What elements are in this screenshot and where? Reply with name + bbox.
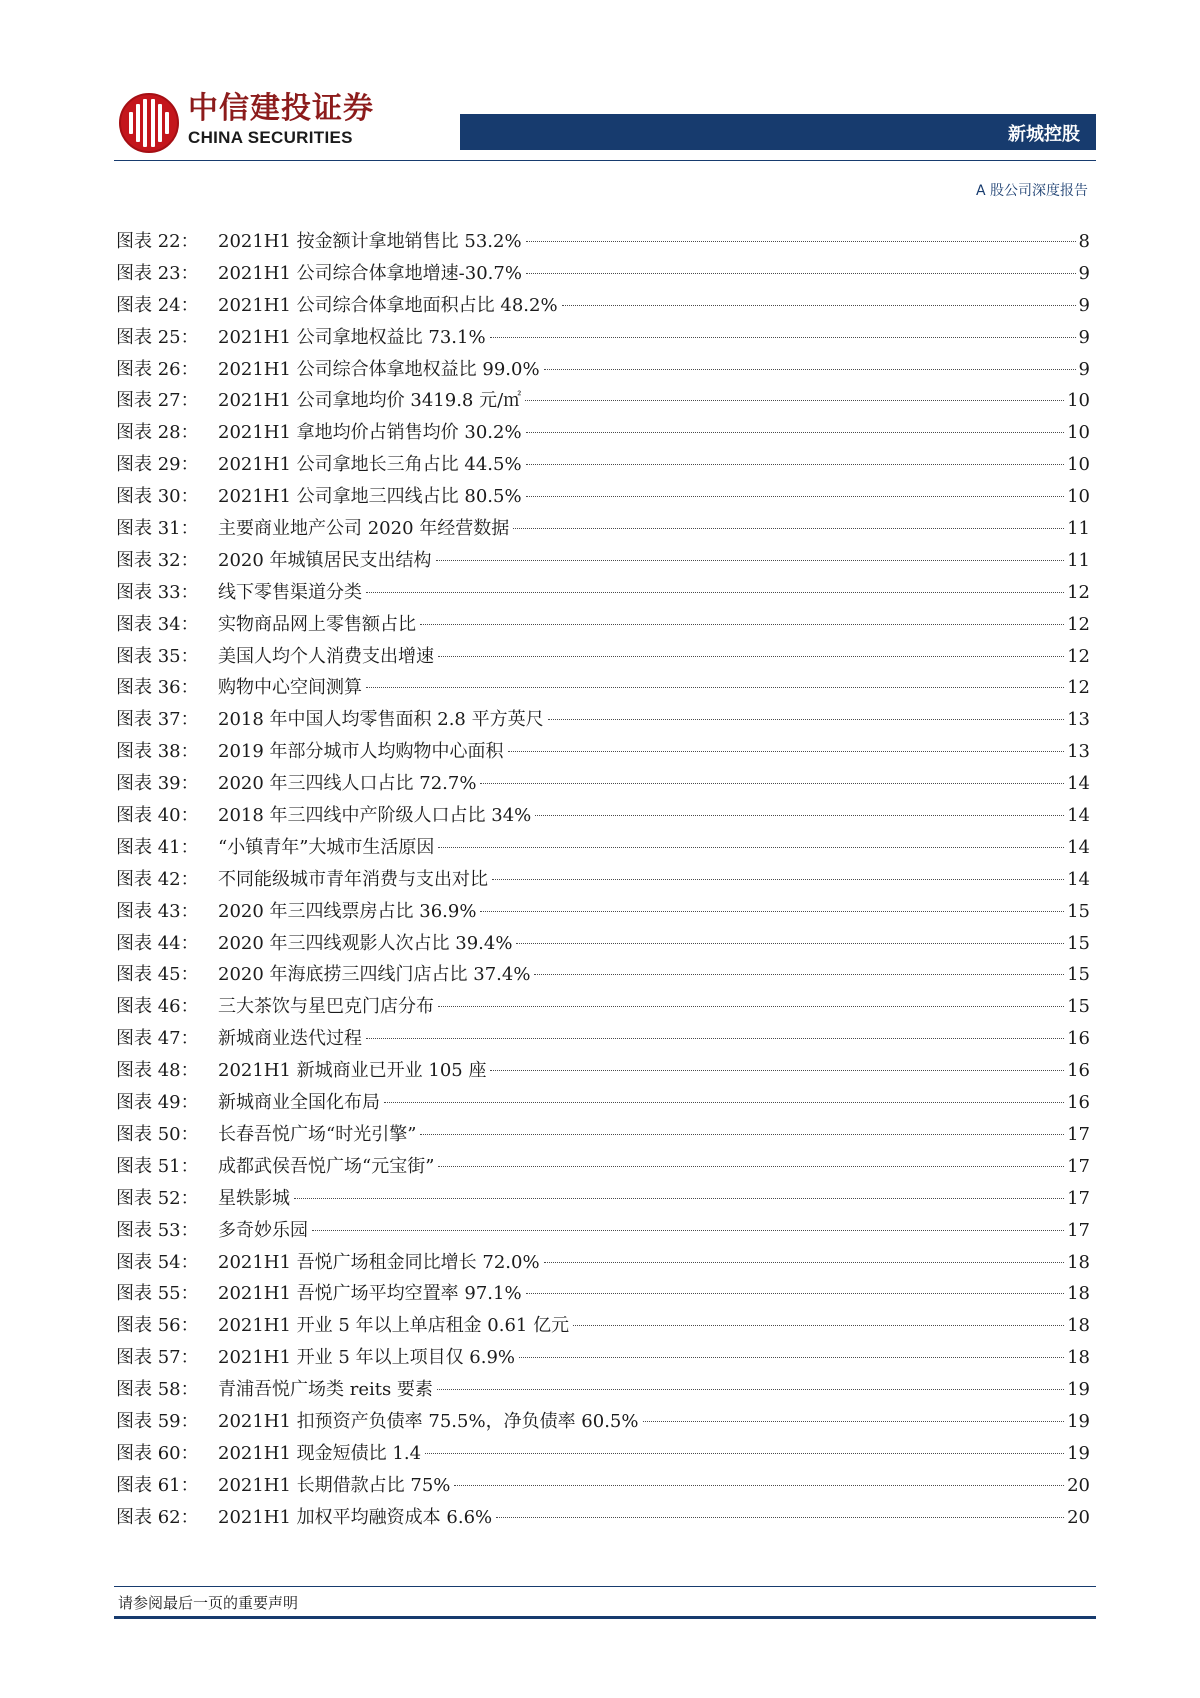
toc-entry-label: 图表 46： (116, 996, 199, 1018)
brand-name-chinese: 中信建投证券 (188, 91, 374, 126)
toc-entry-label: 图表 36： (116, 677, 199, 699)
toc-entry[interactable] (116, 768, 1090, 800)
toc-entry[interactable] (116, 1438, 1090, 1470)
toc-entry-page: 12 (1067, 613, 1090, 635)
toc-entry-label: 图表 22： (116, 231, 199, 252)
toc-entry-title: 2021H1 扣预资产负债率 75.5%，净负债率 60.5% (218, 1410, 639, 1432)
toc-entry-page: 14 (1067, 805, 1090, 827)
toc-entry[interactable] (116, 1310, 1090, 1342)
toc-dot-leader (544, 1262, 1065, 1263)
toc-dot-leader (544, 369, 1076, 370)
toc-entry[interactable] (116, 1087, 1090, 1119)
toc-entry-page: 10 (1067, 454, 1090, 476)
toc-dot-leader (294, 1198, 1064, 1199)
toc-dot-leader (496, 1517, 1064, 1518)
toc-entry[interactable] (116, 1215, 1090, 1247)
toc-entry[interactable] (116, 672, 1090, 704)
toc-entry[interactable] (116, 704, 1090, 736)
footer-bottom-bar (114, 1616, 1096, 1619)
toc-dot-leader (480, 783, 1064, 784)
toc-entry-title: 新城商业全国化布局 (218, 1092, 380, 1114)
toc-entry-title: 主要商业地产公司 2020 年经营数据 (218, 518, 510, 540)
toc-entry-label: 图表 47： (116, 1028, 199, 1050)
toc-dot-leader (490, 1070, 1064, 1071)
toc-entry-page: 14 (1067, 836, 1090, 858)
toc-entry-page: 20 (1067, 1474, 1090, 1496)
toc-entry[interactable] (116, 481, 1090, 513)
toc-entry[interactable] (116, 736, 1090, 768)
toc-entry-title: 长春吾悦广场“时光引擎” (218, 1123, 417, 1145)
toc-entry-page: 9 (1078, 326, 1090, 348)
toc-entry[interactable] (116, 1119, 1090, 1151)
brand-name (188, 92, 374, 148)
toc-entry-title: 新城商业迭代过程 (218, 1028, 362, 1050)
toc-entry[interactable] (116, 959, 1090, 991)
toc-entry[interactable] (116, 417, 1090, 449)
toc-dot-leader (436, 560, 1065, 561)
toc-entry-title: 2018 年三四线中产阶级人口占比 34% (218, 805, 532, 827)
toc-entry-page: 15 (1067, 900, 1090, 922)
toc-entry-page: 8 (1078, 231, 1090, 252)
toc-entry[interactable] (116, 545, 1090, 577)
toc-entry-title: 2021H1 吾悦广场平均空置率 97.1% (218, 1283, 522, 1305)
toc-entry-title: 2021H1 公司综合体拿地面积占比 48.2% (218, 294, 558, 316)
toc-dot-leader (492, 879, 1064, 880)
toc-entry-page: 19 (1067, 1442, 1090, 1464)
toc-entry-page: 10 (1067, 422, 1090, 444)
figure-list (116, 226, 1090, 1534)
toc-dot-leader (519, 1357, 1064, 1358)
toc-entry-label: 图表 58： (116, 1379, 199, 1401)
toc-entry-label: 图表 61： (116, 1474, 199, 1496)
toc-entry-title: 三大茶饮与星巴克门店分布 (218, 996, 434, 1018)
toc-entry-label: 图表 32： (116, 549, 199, 571)
toc-entry-label: 图表 42： (116, 868, 199, 890)
toc-entry-title: 2020 年海底捞三四线门店占比 37.4% (218, 964, 531, 986)
toc-entry-title: 2021H1 开业 5 年以上单店租金 0.61 亿元 (218, 1315, 570, 1337)
toc-entry-label: 图表 27： (116, 390, 199, 412)
toc-entry-label: 图表 39： (116, 773, 199, 795)
company-name: 新城控股 (1008, 124, 1080, 145)
toc-entry-page: 10 (1067, 486, 1090, 508)
toc-entry-label: 图表 30： (116, 486, 199, 508)
toc-entry-label: 图表 49： (116, 1092, 199, 1114)
toc-entry[interactable] (116, 1278, 1090, 1310)
toc-entry-label: 图表 51： (116, 1155, 199, 1177)
toc-entry-label: 图表 29： (116, 454, 199, 476)
toc-entry-label: 图表 44： (116, 932, 199, 954)
toc-entry-title: 2021H1 公司拿地均价 3419.8 元/㎡ (218, 390, 522, 412)
company-logo-icon (118, 92, 180, 154)
toc-dot-leader (438, 1166, 1064, 1167)
toc-entry-page: 11 (1067, 518, 1090, 540)
toc-entry[interactable] (116, 226, 1090, 258)
toc-dot-leader (438, 656, 1064, 657)
toc-entry-title: 2021H1 开业 5 年以上项目仅 6.9% (218, 1347, 516, 1369)
toc-entry-page: 16 (1067, 1092, 1090, 1114)
toc-entry-label: 图表 45： (116, 964, 199, 986)
toc-entry-title: 2020 年三四线票房占比 36.9% (218, 900, 477, 922)
toc-entry-page: 14 (1067, 868, 1090, 890)
footer-disclaimer: 请参阅最后一页的重要声明 (118, 1594, 299, 1612)
toc-entry-label: 图表 33： (116, 581, 199, 603)
toc-dot-leader (490, 337, 1076, 338)
toc-dot-leader (526, 464, 1065, 465)
toc-entry-label: 图表 26： (116, 358, 199, 380)
toc-entry[interactable] (116, 1183, 1090, 1215)
toc-entry-page: 14 (1067, 773, 1090, 795)
toc-entry-title: 2021H1 按金额计拿地销售比 53.2% (218, 231, 522, 252)
toc-dot-leader (366, 687, 1064, 688)
toc-entry-title: 2020 年三四线观影人次占比 39.4% (218, 932, 513, 954)
toc-dot-leader (526, 273, 1076, 274)
toc-entry-title: 2021H1 公司综合体拿地权益比 99.0% (218, 358, 540, 380)
toc-entry[interactable] (116, 290, 1090, 322)
toc-entry-title: 2021H1 公司拿地权益比 73.1% (218, 326, 486, 348)
toc-entry-page: 10 (1067, 390, 1090, 412)
toc-entry[interactable] (116, 1151, 1090, 1183)
toc-dot-leader (526, 1293, 1065, 1294)
toc-dot-leader (562, 305, 1076, 306)
toc-entry-label: 图表 57： (116, 1347, 199, 1369)
toc-dot-leader (516, 943, 1064, 944)
toc-entry-label: 图表 37： (116, 709, 199, 731)
toc-entry-label: 图表 28： (116, 422, 199, 444)
toc-dot-leader (420, 624, 1064, 625)
toc-entry-page: 11 (1067, 549, 1090, 571)
toc-entry-title: 线下零售渠道分类 (218, 581, 362, 603)
toc-entry[interactable] (116, 577, 1090, 609)
toc-dot-leader (526, 432, 1065, 433)
toc-entry-title: 2021H1 新城商业已开业 105 座 (218, 1060, 487, 1082)
toc-dot-leader (573, 1325, 1064, 1326)
toc-entry-page: 16 (1067, 1028, 1090, 1050)
toc-entry[interactable] (116, 1374, 1090, 1406)
toc-entry-page: 16 (1067, 1060, 1090, 1082)
toc-entry-label: 图表 54： (116, 1251, 199, 1273)
toc-entry-page: 17 (1067, 1123, 1090, 1145)
toc-entry-title: 青浦吾悦广场类 reits 要素 (218, 1379, 433, 1401)
toc-dot-leader (366, 592, 1064, 593)
toc-entry[interactable] (116, 258, 1090, 290)
toc-entry-label: 图表 34： (116, 613, 199, 635)
toc-entry-title: 2018 年中国人均零售面积 2.8 平方英尺 (218, 709, 544, 731)
toc-entry-label: 图表 59： (116, 1410, 199, 1432)
toc-entry-label: 图表 41： (116, 836, 199, 858)
toc-dot-leader (513, 528, 1064, 529)
toc-dot-leader (420, 1134, 1064, 1135)
toc-entry[interactable] (116, 991, 1090, 1023)
toc-entry-title: 实物商品网上零售额占比 (218, 613, 416, 635)
toc-entry-title: 2020 年城镇居民支出结构 (218, 549, 432, 571)
toc-dot-leader (480, 911, 1064, 912)
toc-entry[interactable] (116, 832, 1090, 864)
toc-entry-page: 13 (1067, 709, 1090, 731)
toc-entry[interactable] (116, 1247, 1090, 1279)
toc-entry[interactable] (116, 1406, 1090, 1438)
toc-entry[interactable] (116, 354, 1090, 386)
toc-entry-page: 9 (1078, 262, 1090, 284)
toc-entry-page: 20 (1067, 1506, 1090, 1528)
toc-entry-label: 图表 55： (116, 1283, 199, 1305)
header-banner (460, 114, 1096, 150)
toc-dot-leader (437, 1389, 1064, 1390)
toc-entry-label: 图表 40： (116, 805, 199, 827)
toc-dot-leader (643, 1421, 1065, 1422)
toc-dot-leader (525, 400, 1064, 401)
toc-entry-page: 12 (1067, 581, 1090, 603)
toc-dot-leader (384, 1102, 1064, 1103)
toc-entry[interactable] (116, 928, 1090, 960)
toc-entry-label: 图表 50： (116, 1123, 199, 1145)
toc-entry-page: 19 (1067, 1410, 1090, 1432)
toc-entry-title: 2021H1 加权平均融资成本 6.6% (218, 1506, 493, 1528)
toc-dot-leader (526, 496, 1065, 497)
toc-entry-label: 图表 23： (116, 262, 199, 284)
toc-dot-leader (438, 847, 1064, 848)
toc-entry-page: 18 (1067, 1251, 1090, 1273)
toc-entry-page: 17 (1067, 1219, 1090, 1241)
toc-entry-page: 17 (1067, 1155, 1090, 1177)
toc-entry-label: 图表 43： (116, 900, 199, 922)
toc-entry-label: 图表 56： (116, 1315, 199, 1337)
toc-entry-page: 12 (1067, 645, 1090, 667)
toc-entry[interactable] (116, 1342, 1090, 1374)
toc-entry-label: 图表 52： (116, 1187, 199, 1209)
toc-entry[interactable] (116, 1023, 1090, 1055)
toc-entry-title: 星轶影城 (218, 1187, 290, 1209)
toc-entry-page: 9 (1078, 358, 1090, 380)
toc-entry[interactable] (116, 449, 1090, 481)
toc-dot-leader (312, 1230, 1064, 1231)
toc-entry-page: 13 (1067, 741, 1090, 763)
toc-entry[interactable] (116, 1055, 1090, 1087)
toc-entry-title: 2021H1 公司拿地长三角占比 44.5% (218, 454, 522, 476)
toc-entry-title: 2021H1 吾悦广场租金同比增长 72.0% (218, 1251, 540, 1273)
toc-entry[interactable] (116, 800, 1090, 832)
toc-entry[interactable] (116, 609, 1090, 641)
toc-entry-label: 图表 60： (116, 1442, 199, 1464)
footer-divider (114, 1586, 1096, 1587)
toc-entry-label: 图表 25： (116, 326, 199, 348)
toc-entry-title: 不同能级城市青年消费与支出对比 (218, 868, 488, 890)
toc-entry-page: 9 (1078, 294, 1090, 316)
brand-name-english: CHINA SECURITIES (188, 128, 353, 147)
toc-dot-leader (526, 241, 1076, 242)
toc-entry-title: 2019 年部分城市人均购物中心面积 (218, 741, 504, 763)
toc-entry-page: 19 (1067, 1379, 1090, 1401)
toc-entry-page: 15 (1067, 964, 1090, 986)
toc-entry-title: “小镇青年”大城市生活原因 (218, 836, 435, 858)
toc-entry[interactable] (116, 1470, 1090, 1502)
toc-entry-label: 图表 35： (116, 645, 199, 667)
toc-dot-leader (548, 719, 1064, 720)
toc-dot-leader (534, 974, 1064, 975)
toc-entry-title: 2020 年三四线人口占比 72.7% (218, 773, 477, 795)
toc-entry[interactable] (116, 864, 1090, 896)
toc-entry-title: 多奇妙乐园 (218, 1219, 308, 1241)
toc-entry-page: 18 (1067, 1347, 1090, 1369)
toc-dot-leader (535, 815, 1064, 816)
toc-entry-page: 18 (1067, 1315, 1090, 1337)
toc-entry-title: 美国人均个人消费支出增速 (218, 645, 434, 667)
toc-entry-title: 2021H1 现金短债比 1.4 (218, 1442, 422, 1464)
toc-entry[interactable] (116, 896, 1090, 928)
toc-entry-label: 图表 62： (116, 1506, 199, 1528)
toc-entry-title: 2021H1 拿地均价占销售均价 30.2% (218, 422, 522, 444)
toc-entry-title: 2021H1 公司综合体拿地增速-30.7% (218, 262, 522, 284)
toc-dot-leader (454, 1485, 1064, 1486)
toc-entry-title: 2021H1 公司拿地三四线占比 80.5% (218, 486, 522, 508)
toc-entry-title: 购物中心空间测算 (218, 677, 362, 699)
toc-entry[interactable] (116, 385, 1090, 417)
toc-entry-label: 图表 24： (116, 294, 199, 316)
toc-entry-title: 成都武侯吾悦广场“元宝街” (218, 1155, 435, 1177)
report-type: A 股公司深度报告 (975, 183, 1088, 199)
toc-entry-title: 2021H1 长期借款占比 75% (218, 1474, 451, 1496)
toc-entry[interactable] (116, 322, 1090, 354)
header-divider (114, 160, 1096, 161)
toc-entry-label: 图表 38： (116, 741, 199, 763)
toc-entry[interactable] (116, 513, 1090, 545)
toc-entry-label: 图表 31： (116, 518, 199, 540)
toc-entry-label: 图表 53： (116, 1219, 199, 1241)
toc-dot-leader (366, 1038, 1064, 1039)
toc-entry-page: 15 (1067, 996, 1090, 1018)
toc-entry[interactable] (116, 641, 1090, 673)
toc-dot-leader (438, 1006, 1064, 1007)
toc-entry-page: 12 (1067, 677, 1090, 699)
toc-entry-label: 图表 48： (116, 1060, 199, 1082)
toc-entry-page: 15 (1067, 932, 1090, 954)
toc-dot-leader (425, 1453, 1064, 1454)
toc-dot-leader (508, 751, 1065, 752)
toc-entry-page: 18 (1067, 1283, 1090, 1305)
toc-entry[interactable] (116, 1502, 1090, 1534)
toc-entry-page: 17 (1067, 1187, 1090, 1209)
